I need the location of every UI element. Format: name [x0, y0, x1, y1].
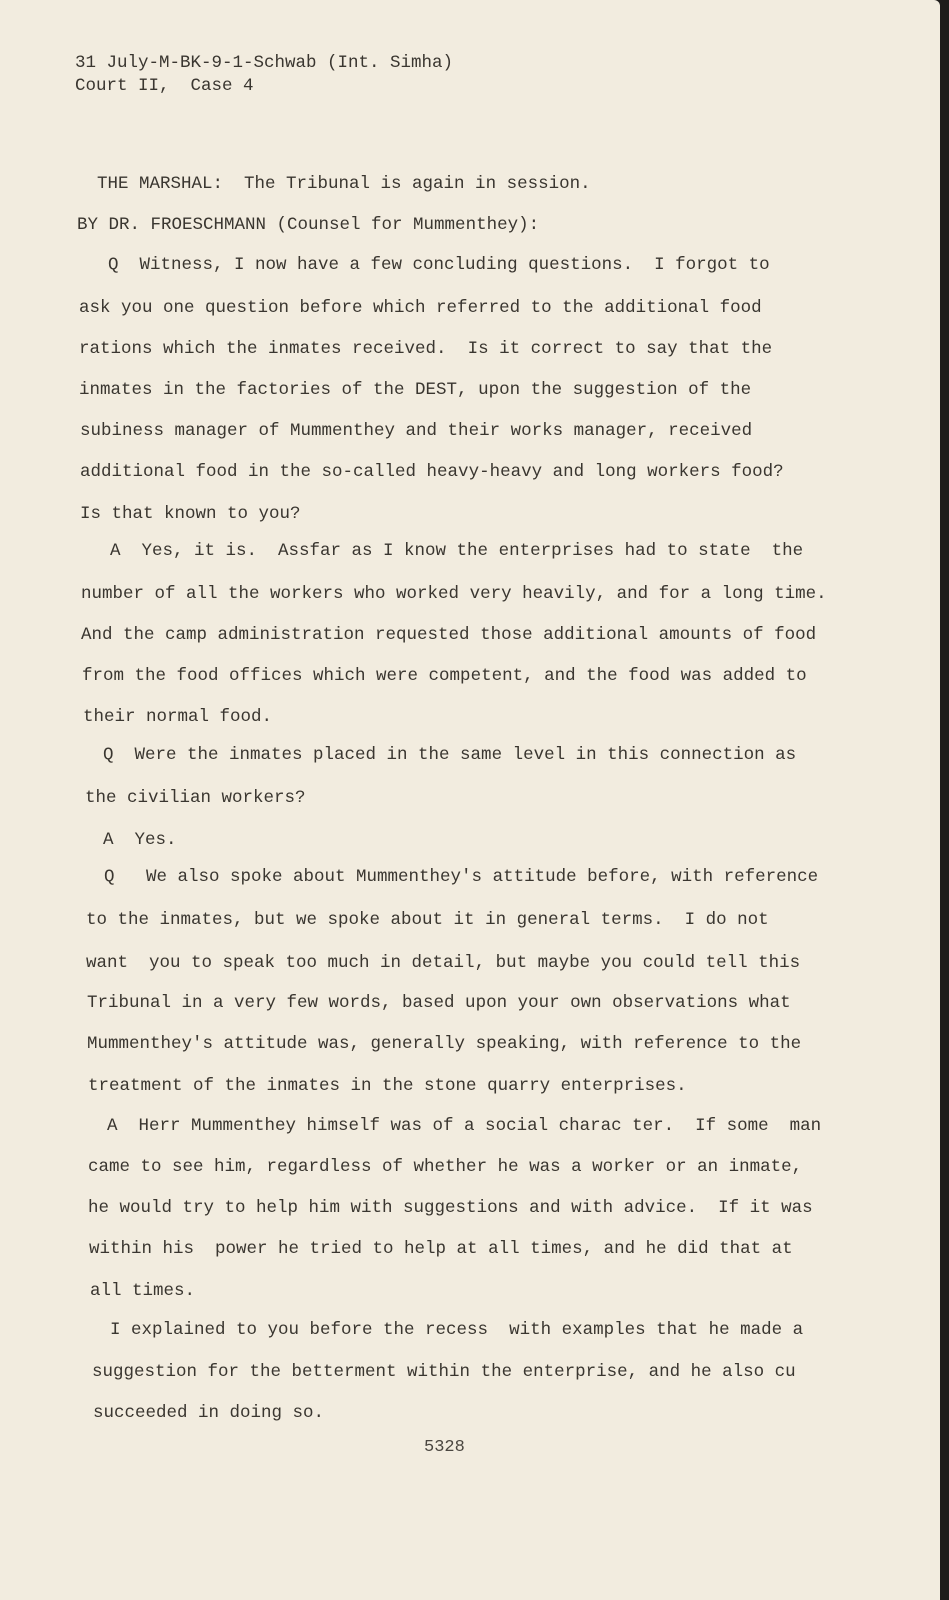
text-line: inmates in the factories of the DEST, upon the suggestion of the [79, 380, 752, 400]
text-line: BY DR. FROESCHMANN (Counsel for Mummenthey): [77, 215, 540, 235]
text-line: to the inmates, but we spoke about it in general terms. I do not [86, 910, 769, 930]
text-line: he would try to help him with suggestions and with advice. If it was [88, 1198, 813, 1218]
text-line: additional food in the so-called heavy-heavy and long workers food? [80, 462, 784, 482]
text-line: all times. [90, 1281, 196, 1301]
text-line: Q We also spoke about Mummenthey's attitude before, with reference [104, 867, 819, 887]
header-line-2: Court II, Case 4 [75, 76, 254, 96]
text-line: rations which the inmates received. Is it correct to say that the [79, 339, 773, 359]
text-line: Tribunal in a very few words, based upon your own observations what [87, 993, 791, 1013]
text-line: suggestion for the betterment within the enterprise, and he also cu [92, 1362, 796, 1382]
text-line: succeeded in doing so. [93, 1403, 325, 1423]
text-line: the civilian workers? [85, 788, 306, 808]
text-line: subiness manager of Mummenthey and their works manager, received [80, 421, 753, 441]
text-line: their normal food. [83, 707, 273, 727]
text-line: ask you one question before which referred to the additional food [79, 298, 762, 318]
text-line: A Herr Mummenthey himself was of a social charac ter. If some man [107, 1116, 822, 1136]
text-line: Q Witness, I now have a few concluding questions. I forgot to [108, 255, 770, 275]
text-line: within his power he tried to help at all times, and he did that at [89, 1239, 793, 1259]
page-number: 5328 [424, 1438, 465, 1457]
text-line: I explained to you before the recess with examples that he made a [110, 1320, 804, 1340]
text-line: Mummenthey's attitude was, generally speaking, with reference to the [87, 1034, 802, 1054]
text-line: Is that known to you? [80, 504, 301, 524]
text-line: A Yes. [103, 830, 177, 850]
text-line: Q Were the inmates placed in the same level in this connection as [103, 745, 797, 765]
text-line: want you to speak too much in detail, but maybe you could tell this [86, 953, 801, 973]
text-line: A Yes, it is. Assfar as I know the enterprises had to state the [110, 541, 804, 561]
header-line-1: 31 July-M-BK-9-1-Schwab (Int. Simha) [75, 53, 454, 73]
text-line: came to see him, regardless of whether he was a worker or an inmate, [88, 1157, 803, 1177]
text-line: number of all the workers who worked very heavily, and for a long time. [81, 584, 827, 604]
text-line: from the food offices which were competent, and the food was added to [82, 666, 807, 686]
text-line: And the camp administration requested those additional amounts of food [81, 625, 817, 645]
text-line: THE MARSHAL: The Tribunal is again in session. [97, 174, 591, 194]
text-line: treatment of the inmates in the stone quarry enterprises. [88, 1076, 687, 1096]
